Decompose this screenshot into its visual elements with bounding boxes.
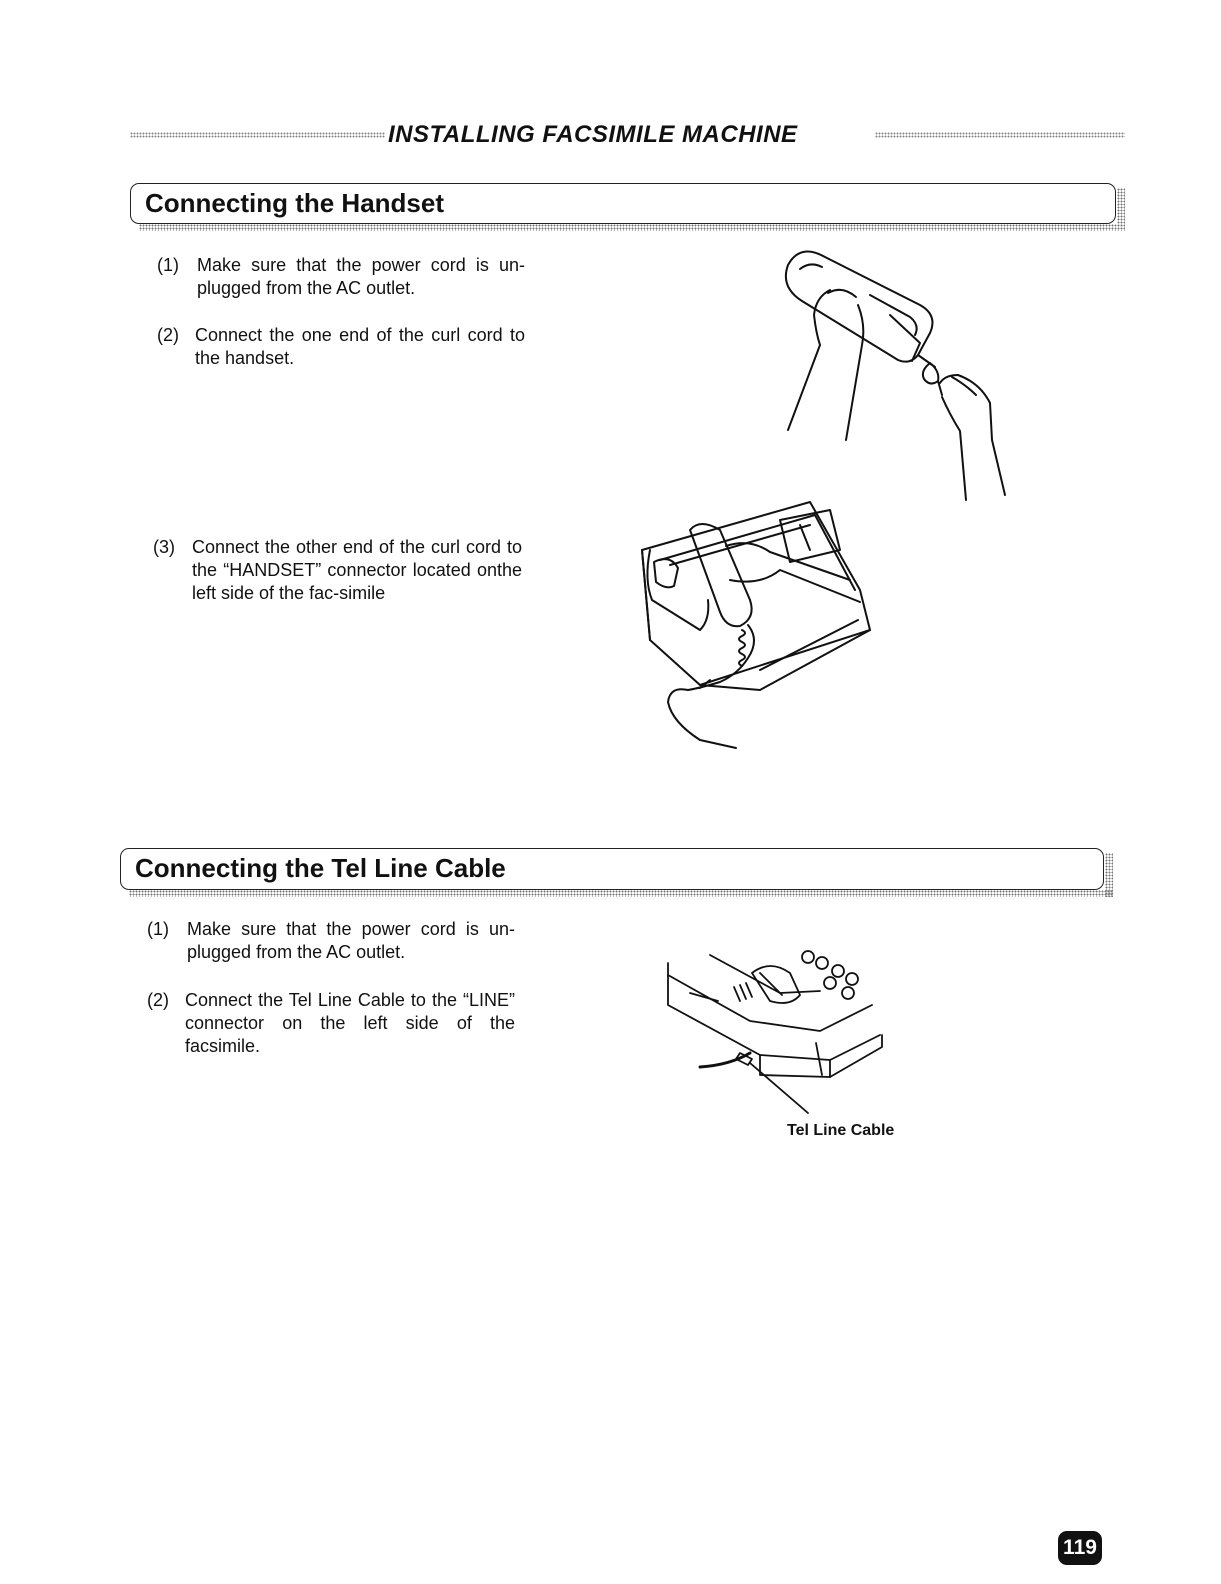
fax-with-handset-cord-illustration: [630, 490, 880, 755]
section-title-tel-line: Connecting the Tel Line Cable: [135, 853, 506, 883]
figure-caption-tel-line-cable: Tel Line Cable: [787, 1122, 895, 1139]
step-number: (1): [147, 919, 169, 939]
tel-line-step-1: [147, 918, 517, 968]
running-header-title: INSTALLING FACSIMILE MACHINE: [388, 121, 798, 148]
header-rule-left: [130, 132, 385, 138]
step-text: Make sure that the power cord is un-plugged from the AC outlet.: [187, 919, 515, 962]
step-number: (2): [147, 990, 169, 1010]
hands-holding-handset-illustration: [770, 235, 1030, 510]
header-rule-right: [875, 132, 1125, 138]
step-number: (1): [157, 255, 179, 275]
fax-with-line-cable-illustration: [660, 935, 890, 1120]
step-number: (3): [153, 537, 175, 557]
handset-step-3: [153, 536, 525, 632]
tel-line-step-2: [147, 989, 519, 1061]
section-header-handset: [130, 183, 1116, 224]
section-shadow-right: [1117, 188, 1125, 231]
section-shadow: [139, 224, 1125, 231]
step-text: Connect the Tel Line Cable to the “LINE” connector on the left side of the facsimile.: [185, 990, 515, 1056]
handset-step-2: [157, 324, 527, 374]
handset-step-1: [157, 254, 527, 304]
section-header-tel-line: [120, 848, 1104, 890]
section-title-handset: Connecting the Handset: [145, 188, 445, 218]
running-header: [130, 123, 1125, 147]
section-shadow: [129, 890, 1113, 897]
step-number: (2): [157, 325, 179, 345]
step-text: Connect the one end of the curl cord to the handset.: [195, 325, 525, 368]
step-text: Connect the other end of the curl cord to the “HANDSET” connector located onthe left side of the fac-simile: [192, 537, 522, 603]
step-text: Make sure that the power cord is un-plugged from the AC outlet.: [197, 255, 525, 298]
page-number: 119: [1058, 1531, 1102, 1565]
section-shadow-right: [1105, 853, 1113, 897]
